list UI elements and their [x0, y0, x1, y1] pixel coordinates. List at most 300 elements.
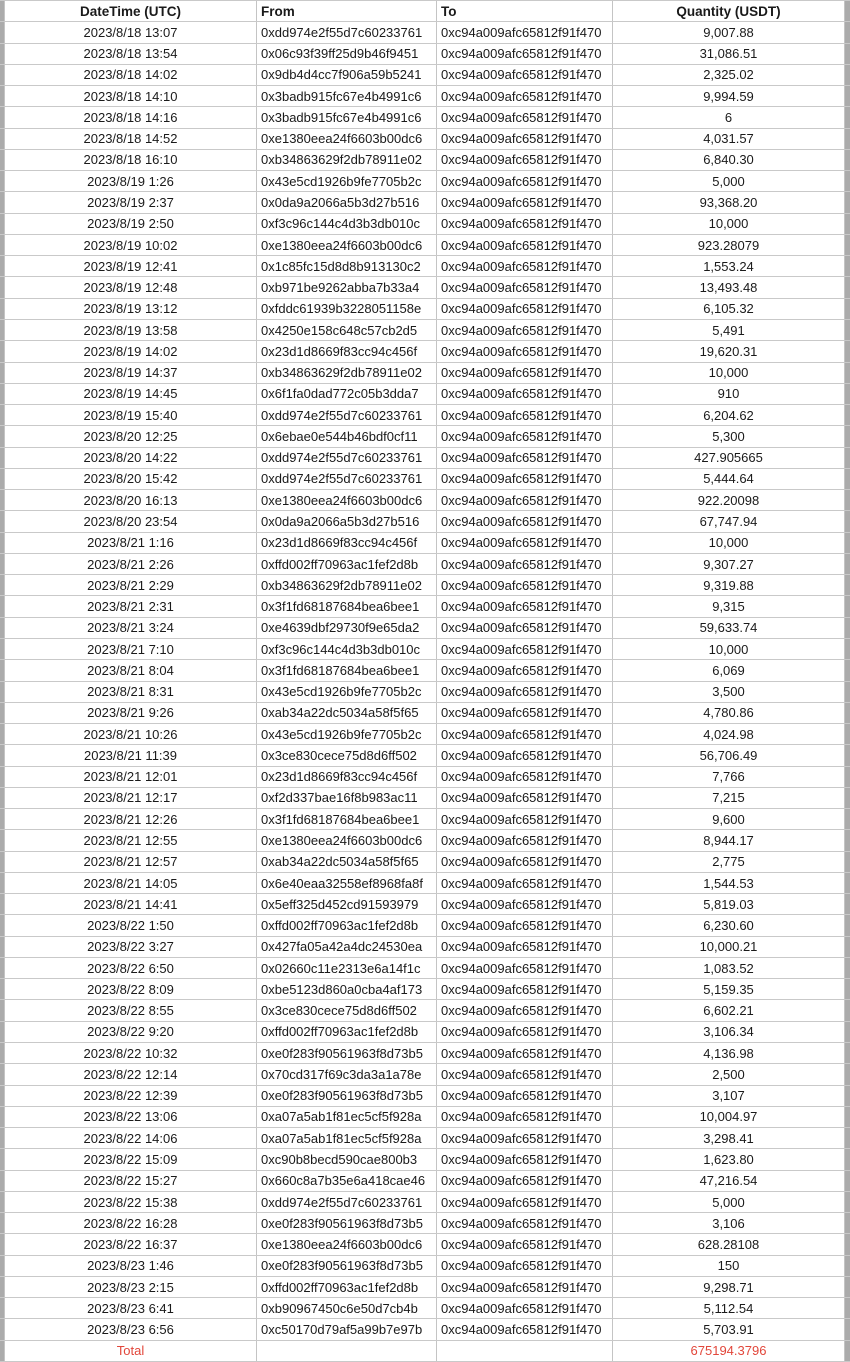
cell-quantity[interactable]: 10,000	[613, 639, 845, 659]
cell-datetime[interactable]: 2023/8/21 12:57	[5, 852, 257, 872]
cell-to-address[interactable]: 0xc94a009afc65812f91f470	[437, 1128, 613, 1148]
cell-from-address[interactable]: 0xffd002ff70963ac1fef2d8b	[257, 915, 437, 935]
cell-quantity[interactable]: 5,491	[613, 320, 845, 340]
cell-datetime[interactable]: 2023/8/19 14:37	[5, 363, 257, 383]
right-margin	[845, 873, 850, 893]
right-margin	[845, 682, 850, 702]
table-row	[0, 1298, 850, 1319]
cell-quantity[interactable]: 31,086.51	[613, 44, 845, 64]
cell-datetime[interactable]: 2023/8/18 16:10	[5, 150, 257, 170]
cell-quantity[interactable]: 923.28079	[613, 235, 845, 255]
cell-quantity[interactable]: 5,444.64	[613, 469, 845, 489]
cell-from-address[interactable]: 0xf3c96c144c4d3b3db010c	[257, 639, 437, 659]
cell-datetime[interactable]: 2023/8/22 8:55	[5, 1000, 257, 1020]
right-margin	[845, 767, 850, 787]
column-header-from[interactable]: From	[257, 1, 437, 21]
cell-to-address[interactable]: 0xc94a009afc65812f91f470	[437, 235, 613, 255]
cell-from-address[interactable]: 0xffd002ff70963ac1fef2d8b	[257, 1022, 437, 1042]
cell-to-address[interactable]: 0xc94a009afc65812f91f470	[437, 426, 613, 446]
right-margin	[845, 192, 850, 212]
cell-datetime[interactable]: 2023/8/20 14:22	[5, 448, 257, 468]
cell-to-address[interactable]: 0xc94a009afc65812f91f470	[437, 1256, 613, 1276]
cell-quantity[interactable]: 1,553.24	[613, 256, 845, 276]
cell-from-address[interactable]: 0xc90b8becd590cae800b3	[257, 1149, 437, 1169]
cell-from-address[interactable]: 0xc50170d79af5a99b7e97b	[257, 1319, 437, 1339]
cell-datetime[interactable]: 2023/8/22 6:50	[5, 958, 257, 978]
cell-datetime[interactable]: 2023/8/20 16:13	[5, 490, 257, 510]
cell-from-address[interactable]: 0xdd974e2f55d7c60233761	[257, 405, 437, 425]
cell-to-address[interactable]: 0xc94a009afc65812f91f470	[437, 852, 613, 872]
cell-to-address[interactable]: 0xc94a009afc65812f91f470	[437, 129, 613, 149]
cell-datetime[interactable]: 2023/8/18 13:54	[5, 44, 257, 64]
cell-from-address[interactable]: 0xdd974e2f55d7c60233761	[257, 22, 437, 42]
cell-quantity[interactable]: 67,747.94	[613, 511, 845, 531]
cell-datetime[interactable]: 2023/8/19 10:02	[5, 235, 257, 255]
right-margin	[845, 788, 850, 808]
cell-to-address[interactable]: 0xc94a009afc65812f91f470	[437, 341, 613, 361]
cell-to-address[interactable]: 0xc94a009afc65812f91f470	[437, 86, 613, 106]
cell-to-address[interactable]: 0xc94a009afc65812f91f470	[437, 44, 613, 64]
right-margin	[845, 22, 850, 42]
cell-quantity[interactable]: 2,325.02	[613, 65, 845, 85]
cell-from-address[interactable]: 0xe0f283f90561963f8d73b5	[257, 1213, 437, 1233]
cell-to-address[interactable]: 0xc94a009afc65812f91f470	[437, 192, 613, 212]
cell-from-address[interactable]: 0xfddc61939b3228051158e	[257, 299, 437, 319]
cell-from-address[interactable]: 0xf3c96c144c4d3b3db010c	[257, 214, 437, 234]
cell-quantity[interactable]: 6,069	[613, 660, 845, 680]
right-margin	[845, 1319, 850, 1339]
right-margin	[845, 363, 850, 383]
cell-datetime[interactable]: 2023/8/19 14:02	[5, 341, 257, 361]
table-row	[0, 1128, 850, 1149]
cell-datetime[interactable]: 2023/8/23 6:41	[5, 1298, 257, 1318]
cell-from-address[interactable]: 0xf2d337bae16f8b983ac11	[257, 788, 437, 808]
table-row	[0, 554, 850, 575]
cell-from-address[interactable]: 0x0da9a2066a5b3d27b516	[257, 511, 437, 531]
cell-quantity[interactable]: 628.28108	[613, 1234, 845, 1254]
cell-from-address[interactable]: 0xe1380eea24f6603b00dc6	[257, 1234, 437, 1254]
cell-datetime[interactable]: 2023/8/23 2:15	[5, 1277, 257, 1297]
cell-to-address[interactable]: 0xc94a009afc65812f91f470	[437, 915, 613, 935]
cell-quantity[interactable]: 5,159.35	[613, 979, 845, 999]
cell-from-address[interactable]: 0xe1380eea24f6603b00dc6	[257, 129, 437, 149]
cell-datetime[interactable]: 2023/8/22 16:37	[5, 1234, 257, 1254]
cell-datetime[interactable]: 2023/8/21 2:26	[5, 554, 257, 574]
cell-from-address[interactable]: 0xe4639dbf29730f9e65da2	[257, 618, 437, 638]
cell-quantity[interactable]: 4,024.98	[613, 724, 845, 744]
table-row	[0, 320, 850, 341]
cell-quantity[interactable]: 9,298.71	[613, 1277, 845, 1297]
cell-from-address[interactable]: 0x43e5cd1926b9fe7705b2c	[257, 171, 437, 191]
cell-datetime[interactable]: 2023/8/21 12:26	[5, 809, 257, 829]
table-row	[0, 1043, 850, 1064]
cell-quantity[interactable]: 56,706.49	[613, 745, 845, 765]
cell-to-address[interactable]: 0xc94a009afc65812f91f470	[437, 150, 613, 170]
cell-quantity[interactable]: 59,633.74	[613, 618, 845, 638]
cell-quantity[interactable]: 9,307.27	[613, 554, 845, 574]
cell-from-address[interactable]: 0x23d1d8669f83cc94c456f	[257, 767, 437, 787]
cell-to-address[interactable]: 0xc94a009afc65812f91f470	[437, 1149, 613, 1169]
cell-quantity[interactable]: 3,106.34	[613, 1022, 845, 1042]
right-margin	[845, 533, 850, 553]
cell-from-address[interactable]: 0xb34863629f2db78911e02	[257, 363, 437, 383]
cell-quantity[interactable]: 6	[613, 107, 845, 127]
cell-datetime[interactable]: 2023/8/21 11:39	[5, 745, 257, 765]
cell-to-address[interactable]: 0xc94a009afc65812f91f470	[437, 745, 613, 765]
right-margin	[845, 660, 850, 680]
cell-datetime[interactable]: 2023/8/22 13:06	[5, 1107, 257, 1127]
cell-datetime[interactable]: 2023/8/22 16:28	[5, 1213, 257, 1233]
cell-from-address[interactable]: 0x06c93f39ff25d9b46f9451	[257, 44, 437, 64]
cell-from-address[interactable]: 0x1c85fc15d8d8b913130c2	[257, 256, 437, 276]
cell-to-address[interactable]: 0xc94a009afc65812f91f470	[437, 703, 613, 723]
cell-datetime[interactable]: 2023/8/19 2:37	[5, 192, 257, 212]
cell-datetime[interactable]: 2023/8/21 12:01	[5, 767, 257, 787]
cell-datetime[interactable]: 2023/8/19 14:45	[5, 384, 257, 404]
cell-to-address[interactable]: 0xc94a009afc65812f91f470	[437, 469, 613, 489]
cell-datetime[interactable]: 2023/8/20 15:42	[5, 469, 257, 489]
cell-to-address[interactable]: 0xc94a009afc65812f91f470	[437, 299, 613, 319]
cell-datetime[interactable]: 2023/8/22 14:06	[5, 1128, 257, 1148]
cell-to-address[interactable]: 0xc94a009afc65812f91f470	[437, 979, 613, 999]
cell-to-address[interactable]: 0xc94a009afc65812f91f470	[437, 1107, 613, 1127]
table-row	[0, 1213, 850, 1234]
cell-datetime[interactable]: 2023/8/23 1:46	[5, 1256, 257, 1276]
right-margin	[845, 1192, 850, 1212]
cell-datetime[interactable]: 2023/8/21 8:04	[5, 660, 257, 680]
cell-quantity[interactable]: 9,315	[613, 596, 845, 616]
cell-quantity[interactable]: 4,780.86	[613, 703, 845, 723]
cell-to-address[interactable]: 0xc94a009afc65812f91f470	[437, 1298, 613, 1318]
cell-from-address[interactable]: 0xe1380eea24f6603b00dc6	[257, 830, 437, 850]
cell-from-address[interactable]: 0x3badb915fc67e4b4991c6	[257, 107, 437, 127]
cell-from-address[interactable]: 0x660c8a7b35e6a418cae46	[257, 1171, 437, 1191]
cell-to-address[interactable]: 0xc94a009afc65812f91f470	[437, 958, 613, 978]
cell-to-address[interactable]: 0xc94a009afc65812f91f470	[437, 256, 613, 276]
cell-quantity[interactable]: 10,000	[613, 214, 845, 234]
cell-from-address[interactable]: 0x6ebae0e544b46bdf0cf11	[257, 426, 437, 446]
right-margin	[845, 1107, 850, 1127]
cell-to-address[interactable]: 0xc94a009afc65812f91f470	[437, 490, 613, 510]
cell-quantity[interactable]: 9,600	[613, 809, 845, 829]
cell-quantity[interactable]: 3,500	[613, 682, 845, 702]
cell-quantity[interactable]: 3,106	[613, 1213, 845, 1233]
right-margin	[845, 1, 850, 21]
table-row	[0, 1171, 850, 1192]
cell-datetime[interactable]: 2023/8/20 12:25	[5, 426, 257, 446]
cell-from-address[interactable]: 0xa07a5ab1f81ec5cf5f928a	[257, 1128, 437, 1148]
cell-to-address[interactable]: 0xc94a009afc65812f91f470	[437, 511, 613, 531]
cell-to-address[interactable]: 0xc94a009afc65812f91f470	[437, 596, 613, 616]
cell-to-address[interactable]: 0xc94a009afc65812f91f470	[437, 1319, 613, 1339]
cell-quantity[interactable]: 4,136.98	[613, 1043, 845, 1063]
cell-to-address[interactable]: 0xc94a009afc65812f91f470	[437, 1277, 613, 1297]
cell-from-address[interactable]: 0x23d1d8669f83cc94c456f	[257, 341, 437, 361]
cell-datetime[interactable]: 2023/8/21 12:55	[5, 830, 257, 850]
cell-to-address[interactable]: 0xc94a009afc65812f91f470	[437, 1171, 613, 1191]
total-from-empty-cell[interactable]	[257, 1341, 437, 1361]
cell-to-address[interactable]: 0xc94a009afc65812f91f470	[437, 788, 613, 808]
cell-to-address[interactable]: 0xc94a009afc65812f91f470	[437, 554, 613, 574]
table-row	[0, 86, 850, 107]
cell-to-address[interactable]: 0xc94a009afc65812f91f470	[437, 660, 613, 680]
cell-from-address[interactable]: 0xb34863629f2db78911e02	[257, 575, 437, 595]
cell-quantity[interactable]: 3,298.41	[613, 1128, 845, 1148]
cell-from-address[interactable]: 0x23d1d8669f83cc94c456f	[257, 533, 437, 553]
cell-datetime[interactable]: 2023/8/22 1:50	[5, 915, 257, 935]
cell-to-address[interactable]: 0xc94a009afc65812f91f470	[437, 214, 613, 234]
cell-quantity[interactable]: 10,000	[613, 533, 845, 553]
table-row	[0, 65, 850, 86]
cell-quantity[interactable]: 6,840.30	[613, 150, 845, 170]
cell-from-address[interactable]: 0x3f1fd68187684bea6bee1	[257, 596, 437, 616]
cell-quantity[interactable]: 5,703.91	[613, 1319, 845, 1339]
right-margin	[845, 405, 850, 425]
cell-datetime[interactable]: 2023/8/21 1:16	[5, 533, 257, 553]
cell-from-address[interactable]: 0x3f1fd68187684bea6bee1	[257, 660, 437, 680]
cell-quantity[interactable]: 4,031.57	[613, 129, 845, 149]
cell-datetime[interactable]: 2023/8/22 12:14	[5, 1064, 257, 1084]
cell-datetime[interactable]: 2023/8/20 23:54	[5, 511, 257, 531]
cell-to-address[interactable]: 0xc94a009afc65812f91f470	[437, 1234, 613, 1254]
cell-datetime[interactable]: 2023/8/19 12:41	[5, 256, 257, 276]
cell-from-address[interactable]: 0xffd002ff70963ac1fef2d8b	[257, 1277, 437, 1297]
right-margin	[845, 490, 850, 510]
column-header-datetime[interactable]: DateTime (UTC)	[5, 1, 257, 21]
cell-to-address[interactable]: 0xc94a009afc65812f91f470	[437, 405, 613, 425]
cell-to-address[interactable]: 0xc94a009afc65812f91f470	[437, 1022, 613, 1042]
cell-quantity[interactable]: 47,216.54	[613, 1171, 845, 1191]
cell-quantity[interactable]: 3,107	[613, 1086, 845, 1106]
cell-from-address[interactable]: 0x0da9a2066a5b3d27b516	[257, 192, 437, 212]
cell-quantity[interactable]: 1,544.53	[613, 873, 845, 893]
cell-datetime[interactable]: 2023/8/19 15:40	[5, 405, 257, 425]
cell-to-address[interactable]: 0xc94a009afc65812f91f470	[437, 873, 613, 893]
cell-quantity[interactable]: 5,819.03	[613, 894, 845, 914]
cell-quantity[interactable]: 19,620.31	[613, 341, 845, 361]
cell-to-address[interactable]: 0xc94a009afc65812f91f470	[437, 171, 613, 191]
cell-to-address[interactable]: 0xc94a009afc65812f91f470	[437, 1192, 613, 1212]
right-margin	[845, 724, 850, 744]
cell-datetime[interactable]: 2023/8/19 13:58	[5, 320, 257, 340]
cell-datetime[interactable]: 2023/8/21 7:10	[5, 639, 257, 659]
cell-quantity[interactable]: 427.905665	[613, 448, 845, 468]
table-row	[0, 490, 850, 511]
cell-to-address[interactable]: 0xc94a009afc65812f91f470	[437, 1000, 613, 1020]
cell-from-address[interactable]: 0xe0f283f90561963f8d73b5	[257, 1043, 437, 1063]
cell-datetime[interactable]: 2023/8/22 10:32	[5, 1043, 257, 1063]
cell-from-address[interactable]: 0xdd974e2f55d7c60233761	[257, 1192, 437, 1212]
cell-from-address[interactable]: 0xe0f283f90561963f8d73b5	[257, 1086, 437, 1106]
cell-from-address[interactable]: 0xab34a22dc5034a58f5f65	[257, 852, 437, 872]
cell-from-address[interactable]: 0x6e40eaa32558ef8968fa8f	[257, 873, 437, 893]
cell-quantity[interactable]: 93,368.20	[613, 192, 845, 212]
total-to-empty-cell[interactable]	[437, 1341, 613, 1361]
cell-from-address[interactable]: 0x02660c11e2313e6a14f1c	[257, 958, 437, 978]
cell-quantity[interactable]: 5,000	[613, 171, 845, 191]
cell-from-address[interactable]: 0xb971be9262abba7b33a4	[257, 277, 437, 297]
cell-from-address[interactable]: 0x3badb915fc67e4b4991c6	[257, 86, 437, 106]
cell-to-address[interactable]: 0xc94a009afc65812f91f470	[437, 1064, 613, 1084]
right-margin	[845, 1128, 850, 1148]
cell-to-address[interactable]: 0xc94a009afc65812f91f470	[437, 65, 613, 85]
cell-from-address[interactable]: 0x3f1fd68187684bea6bee1	[257, 809, 437, 829]
cell-to-address[interactable]: 0xc94a009afc65812f91f470	[437, 724, 613, 744]
cell-from-address[interactable]: 0x4250e158c648c57cb2d5	[257, 320, 437, 340]
cell-from-address[interactable]: 0x3ce830cece75d8d6ff502	[257, 1000, 437, 1020]
cell-to-address[interactable]: 0xc94a009afc65812f91f470	[437, 384, 613, 404]
cell-datetime[interactable]: 2023/8/19 1:26	[5, 171, 257, 191]
cell-from-address[interactable]: 0x5eff325d452cd91593979	[257, 894, 437, 914]
cell-quantity[interactable]: 1,083.52	[613, 958, 845, 978]
right-margin	[845, 107, 850, 127]
cell-datetime[interactable]: 2023/8/21 2:29	[5, 575, 257, 595]
column-header-to[interactable]: To	[437, 1, 613, 21]
right-margin	[845, 1149, 850, 1169]
cell-quantity[interactable]: 10,000.21	[613, 937, 845, 957]
cell-datetime[interactable]: 2023/8/22 15:38	[5, 1192, 257, 1212]
table-row	[0, 745, 850, 766]
cell-datetime[interactable]: 2023/8/18 14:52	[5, 129, 257, 149]
cell-quantity[interactable]: 150	[613, 1256, 845, 1276]
cell-to-address[interactable]: 0xc94a009afc65812f91f470	[437, 894, 613, 914]
cell-quantity[interactable]: 5,300	[613, 426, 845, 446]
cell-datetime[interactable]: 2023/8/22 15:27	[5, 1171, 257, 1191]
right-margin	[845, 958, 850, 978]
cell-to-address[interactable]: 0xc94a009afc65812f91f470	[437, 1213, 613, 1233]
cell-from-address[interactable]: 0x70cd317f69c3da3a1a78e	[257, 1064, 437, 1084]
cell-datetime[interactable]: 2023/8/21 2:31	[5, 596, 257, 616]
cell-from-address[interactable]: 0xdd974e2f55d7c60233761	[257, 448, 437, 468]
cell-datetime[interactable]: 2023/8/22 8:09	[5, 979, 257, 999]
table-row	[0, 235, 850, 256]
cell-quantity[interactable]: 7,766	[613, 767, 845, 787]
cell-quantity[interactable]: 13,493.48	[613, 277, 845, 297]
cell-quantity[interactable]: 2,500	[613, 1064, 845, 1084]
cell-quantity[interactable]: 5,112.54	[613, 1298, 845, 1318]
cell-to-address[interactable]: 0xc94a009afc65812f91f470	[437, 830, 613, 850]
cell-datetime[interactable]: 2023/8/22 12:39	[5, 1086, 257, 1106]
cell-to-address[interactable]: 0xc94a009afc65812f91f470	[437, 809, 613, 829]
cell-datetime[interactable]: 2023/8/19 12:48	[5, 277, 257, 297]
table-row	[0, 767, 850, 788]
table-row	[0, 809, 850, 830]
column-header-quantity[interactable]: Quantity (USDT)	[613, 1, 845, 21]
cell-to-address[interactable]: 0xc94a009afc65812f91f470	[437, 1086, 613, 1106]
cell-from-address[interactable]: 0x6f1fa0dad772c05b3dda7	[257, 384, 437, 404]
cell-datetime[interactable]: 2023/8/18 14:02	[5, 65, 257, 85]
cell-to-address[interactable]: 0xc94a009afc65812f91f470	[437, 107, 613, 127]
cell-datetime[interactable]: 2023/8/21 9:26	[5, 703, 257, 723]
cell-from-address[interactable]: 0xa07a5ab1f81ec5cf5f928a	[257, 1107, 437, 1127]
cell-quantity[interactable]: 9,319.88	[613, 575, 845, 595]
table-row	[0, 405, 850, 426]
cell-quantity[interactable]: 10,000	[613, 363, 845, 383]
cell-quantity[interactable]: 1,623.80	[613, 1149, 845, 1169]
cell-datetime[interactable]: 2023/8/18 14:10	[5, 86, 257, 106]
cell-quantity[interactable]: 2,775	[613, 852, 845, 872]
table-row	[0, 1277, 850, 1298]
cell-to-address[interactable]: 0xc94a009afc65812f91f470	[437, 448, 613, 468]
cell-datetime[interactable]: 2023/8/19 13:12	[5, 299, 257, 319]
cell-quantity[interactable]: 9,007.88	[613, 22, 845, 42]
cell-from-address[interactable]: 0xbe5123d860a0cba4af173	[257, 979, 437, 999]
cell-to-address[interactable]: 0xc94a009afc65812f91f470	[437, 682, 613, 702]
right-margin	[845, 1171, 850, 1191]
cell-datetime[interactable]: 2023/8/23 6:56	[5, 1319, 257, 1339]
cell-to-address[interactable]: 0xc94a009afc65812f91f470	[437, 363, 613, 383]
cell-from-address[interactable]: 0x427fa05a42a4dc24530ea	[257, 937, 437, 957]
right-margin	[845, 894, 850, 914]
cell-to-address[interactable]: 0xc94a009afc65812f91f470	[437, 320, 613, 340]
table-row	[0, 214, 850, 235]
right-margin	[845, 1341, 850, 1361]
cell-quantity[interactable]: 6,602.21	[613, 1000, 845, 1020]
cell-quantity[interactable]: 10,004.97	[613, 1107, 845, 1127]
table-row	[0, 256, 850, 277]
cell-datetime[interactable]: 2023/8/21 12:17	[5, 788, 257, 808]
cell-from-address[interactable]: 0xb90967450c6e50d7cb4b	[257, 1298, 437, 1318]
cell-to-address[interactable]: 0xc94a009afc65812f91f470	[437, 618, 613, 638]
cell-from-address[interactable]: 0xffd002ff70963ac1fef2d8b	[257, 554, 437, 574]
cell-from-address[interactable]: 0xb34863629f2db78911e02	[257, 150, 437, 170]
table-row	[0, 639, 850, 660]
cell-quantity[interactable]: 9,994.59	[613, 86, 845, 106]
cell-from-address[interactable]: 0xe1380eea24f6603b00dc6	[257, 490, 437, 510]
cell-from-address[interactable]: 0x9db4d4cc7f906a59b5241	[257, 65, 437, 85]
cell-datetime[interactable]: 2023/8/22 9:20	[5, 1022, 257, 1042]
cell-from-address[interactable]: 0x43e5cd1926b9fe7705b2c	[257, 682, 437, 702]
cell-datetime[interactable]: 2023/8/18 13:07	[5, 22, 257, 42]
cell-from-address[interactable]: 0x43e5cd1926b9fe7705b2c	[257, 724, 437, 744]
cell-from-address[interactable]: 0xab34a22dc5034a58f5f65	[257, 703, 437, 723]
cell-from-address[interactable]: 0xdd974e2f55d7c60233761	[257, 469, 437, 489]
cell-datetime[interactable]: 2023/8/21 3:24	[5, 618, 257, 638]
cell-datetime[interactable]: 2023/8/21 14:41	[5, 894, 257, 914]
table-row	[0, 596, 850, 617]
cell-to-address[interactable]: 0xc94a009afc65812f91f470	[437, 277, 613, 297]
cell-to-address[interactable]: 0xc94a009afc65812f91f470	[437, 533, 613, 553]
cell-to-address[interactable]: 0xc94a009afc65812f91f470	[437, 767, 613, 787]
cell-datetime[interactable]: 2023/8/22 15:09	[5, 1149, 257, 1169]
cell-datetime[interactable]: 2023/8/18 14:16	[5, 107, 257, 127]
cell-quantity[interactable]: 6,105.32	[613, 299, 845, 319]
cell-quantity[interactable]: 6,204.62	[613, 405, 845, 425]
cell-quantity[interactable]: 8,944.17	[613, 830, 845, 850]
cell-quantity[interactable]: 5,000	[613, 1192, 845, 1212]
right-margin	[845, 1213, 850, 1233]
cell-datetime[interactable]: 2023/8/19 2:50	[5, 214, 257, 234]
cell-datetime[interactable]: 2023/8/22 3:27	[5, 937, 257, 957]
cell-to-address[interactable]: 0xc94a009afc65812f91f470	[437, 639, 613, 659]
cell-datetime[interactable]: 2023/8/21 8:31	[5, 682, 257, 702]
cell-quantity[interactable]: 910	[613, 384, 845, 404]
cell-to-address[interactable]: 0xc94a009afc65812f91f470	[437, 937, 613, 957]
cell-to-address[interactable]: 0xc94a009afc65812f91f470	[437, 575, 613, 595]
cell-from-address[interactable]: 0xe0f283f90561963f8d73b5	[257, 1256, 437, 1276]
cell-to-address[interactable]: 0xc94a009afc65812f91f470	[437, 1043, 613, 1063]
cell-datetime[interactable]: 2023/8/21 14:05	[5, 873, 257, 893]
cell-to-address[interactable]: 0xc94a009afc65812f91f470	[437, 22, 613, 42]
cell-datetime[interactable]: 2023/8/21 10:26	[5, 724, 257, 744]
right-margin	[845, 150, 850, 170]
cell-from-address[interactable]: 0xe1380eea24f6603b00dc6	[257, 235, 437, 255]
cell-quantity[interactable]: 922.20098	[613, 490, 845, 510]
cell-from-address[interactable]: 0x3ce830cece75d8d6ff502	[257, 745, 437, 765]
cell-quantity[interactable]: 7,215	[613, 788, 845, 808]
cell-quantity[interactable]: 6,230.60	[613, 915, 845, 935]
table-row	[0, 299, 850, 320]
